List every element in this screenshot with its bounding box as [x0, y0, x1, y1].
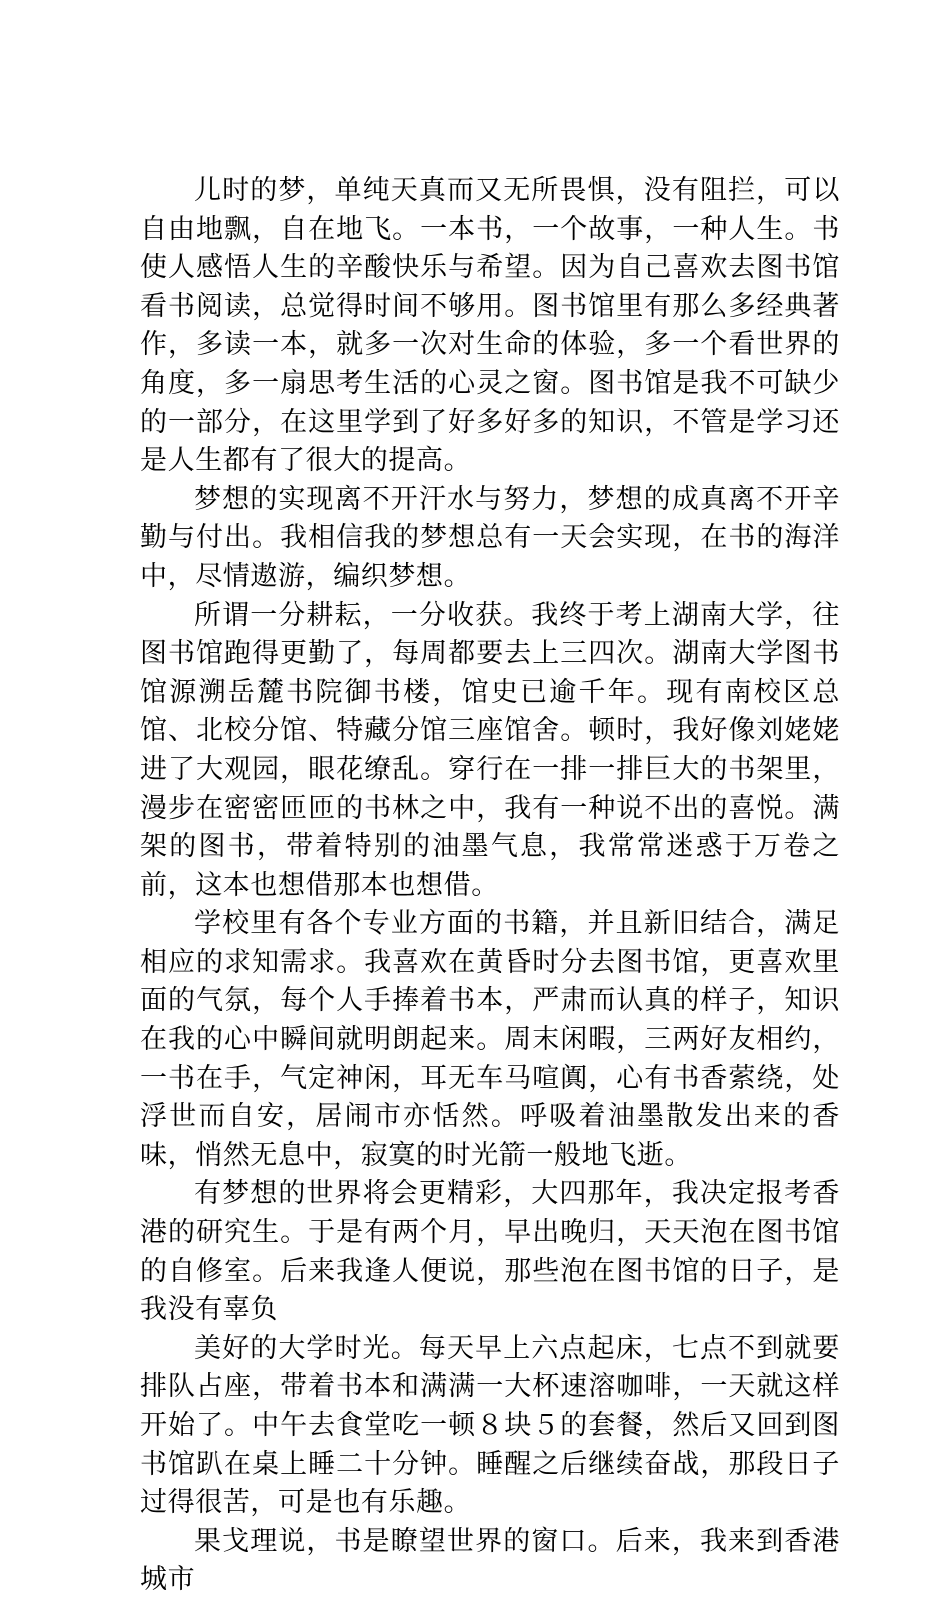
paragraph-1: 儿时的梦，单纯天真而又无所畏惧，没有阻拦，可以自由地飘，自在地飞。一本书，一个故事，一种人生。书使人感悟人生的辛酸快乐与希望。因为自己喜欢去图书馆看书阅读，总觉得时间不够用。图书馆里有那么多经典著作，多读一本，就多一次对生命的体验，多一个看世界的角度，多一扇思考生活的心灵之窗。图书馆是我不可缺少的一部分，在这里学到了好多好多的知识，不管是学习还是人生都有了很大的提高。: [140, 175, 840, 477]
paragraph-5: 有梦想的世界将会更精彩，大四那年，我决定报考香港的研究生。于是有两个月，早出晚归，天天泡在图书馆的自修室。后来我逢人便说，那些泡在图书馆的日子，是我没有辜负: [140, 1178, 840, 1326]
paragraph-7: 果戈理说，书是瞭望世界的窗口。后来，我来到香港城市: [140, 1525, 840, 1596]
paragraph-4: 学校里有各个专业方面的书籍，并且新旧结合，满足相应的求知需求。我喜欢在黄昏时分去图书馆，更喜欢里面的气氛，每个人手捧着书本，严肃而认真的样子，知识在我的心中瞬间就明朗起来。周末闲暇，三两好友相约，一书在手，气定神闲，耳无车马喧阗，心有书香萦绕，处浮世而自安，居闹市亦恬然。呼吸着油墨散发出来的香味，悄然无息中，寂寞的时光箭一般地飞逝。: [140, 908, 840, 1171]
document-body: [140, 172, 840, 1600]
paragraph-2: 梦想的实现离不开汗水与努力，梦想的成真离不开辛勤与付出。我相信我的梦想总有一天会实现，在书的海洋中，尽情遨游，编织梦想。: [140, 483, 840, 592]
paragraph-3: 所谓一分耕耘，一分收获。我终于考上湖南大学，往图书馆跑得更勤了，每周都要去上三四次。湖南大学图书馆源溯岳麓书院御书楼，馆史已逾千年。现有南校区总馆、北校分馆、特藏分馆三座馆舍。顿时，我好像刘姥姥进了大观园，眼花缭乱。穿行在一排一排巨大的书架里，漫步在密密匝匝的书林之中，我有一种说不出的喜悦。满架的图书，带着特别的油墨气息，我常常迷惑于万卷之前，这本也想借那本也想借。: [140, 599, 840, 901]
paragraph-6: 美好的大学时光。每天早上六点起床，七点不到就要排队占座，带着书本和满满一大杯速溶咖啡，一天就这样开始了。中午去食堂吃一顿８块５的套餐，然后又回到图书馆趴在桌上睡二十分钟。睡醒之后继续奋战，那段日子过得很苦，可是也有乐趣。: [140, 1332, 840, 1519]
